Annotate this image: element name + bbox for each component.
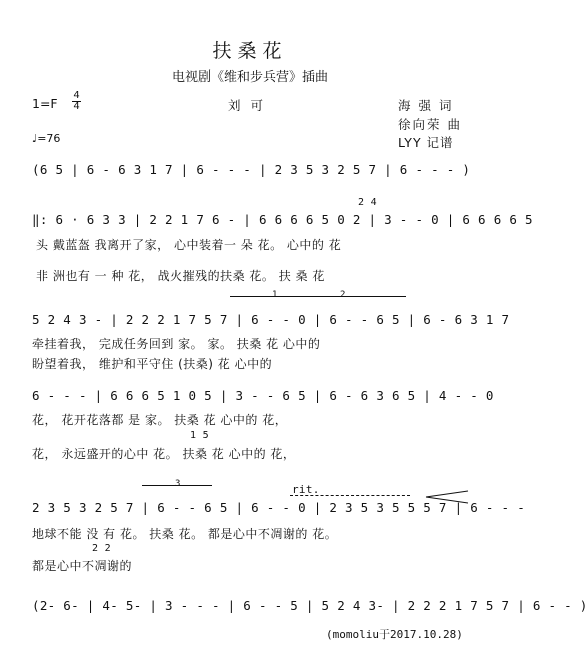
staff-line-6-notes: (2- 6- | 4- 5- | 3 - - - | 6 - - 5 | 5 2 4 3- | 2 2 2 1 7 5 7 | 6 - - ): [32, 598, 588, 613]
lyricist: 海 强 词: [398, 98, 454, 113]
tempo-mark: ♩=76: [32, 132, 61, 145]
key-signature: 1=F: [32, 96, 58, 111]
staff-line-4-notes: 6 - - - | 6 6 6 5 1 0 5 | 3 - - 6 5 | 6 - 6 3 6 5 | 4 - - 0: [32, 388, 494, 403]
volta-1-label: 1: [272, 290, 278, 300]
song-title: 扶桑花: [212, 40, 288, 62]
staff-line-2-lyric-verse2: 非 洲也有 一 种 花， 战火摧残的扶桑 花。 扶 桑 花: [36, 269, 325, 283]
chord-24: 2 4: [358, 197, 377, 208]
time-signature-top: 4: [73, 90, 80, 101]
staff-line-2-lyric-verse1: 头 戴蓝盔 我离开了家， 心中装着一 朵 花。 心中的 花: [36, 238, 342, 252]
rit-marking: rit.: [292, 483, 320, 496]
staff-line-3-notes: 5 2 4 3 - | 2 2 2 1 7 5 7 | 6 - - 0 | 6 - - 6 5 | 6 - 6 3 1 7: [32, 312, 510, 327]
staff-line-5-notes: 2 3 5 3 2 5 7 | 6 - - 6 5 | 6 - - 0 | 2 3 5 3 5 5 5 7 | 6 - - -: [32, 500, 526, 515]
staff-line-5-lyric-verse1: 地球不能 没 有 花。 扶桑 花。 都是心中不凋谢的 花。: [32, 527, 338, 541]
singer: 刘 可: [228, 98, 266, 113]
rit-extension-line: [290, 495, 410, 496]
credit-footer: (momoliu于2017.10.28): [326, 628, 463, 641]
staff-line-3-lyric-verse2: 盼望着我， 维护和平守住 (扶桑) 花 心中的: [32, 357, 273, 371]
chord-15: 1 5: [190, 430, 209, 441]
staff-line-4-lyric-verse1: 花， 花开花落都 是 家。 扶桑 花 心中的 花，: [32, 413, 288, 427]
staff-line-5-lyric-verse2: 都是心中不凋谢的: [32, 559, 133, 573]
time-signature: [72, 91, 81, 112]
staff-line-4-lyric-verse2: 花， 永远盛开的心中 花。 扶桑 花 心中的 花，: [32, 447, 296, 461]
staff-line-1-notes: (6 5 | 6 - 6 3 1 7 | 6 - - - | 2 3 5 3 2 5 7 | 6 - - - ): [32, 162, 471, 177]
volta-2-label: 2: [340, 290, 346, 300]
staff-line-3-lyric-verse1: 牵挂着我， 完成任务回到 家。 家。 扶桑 花 心中的: [32, 337, 321, 351]
volta-bracket-2: [296, 296, 406, 303]
composer: 徐向荣 曲: [398, 117, 462, 132]
song-subtitle: 电视剧《维和步兵营》插曲: [171, 70, 328, 85]
chord-22: 2 2: [92, 543, 111, 554]
triplet-label: 3: [175, 479, 181, 489]
time-signature-bottom: 4: [73, 101, 80, 112]
staff-line-2-notes: ‖: 6 · 6 3 3 | 2 2 1 7 6 - | 6 6 6 6 5 0 2 | 3 - - 0 | 6 6 6 6 5: [32, 212, 533, 227]
transcriber: LYY 记谱: [398, 135, 454, 150]
